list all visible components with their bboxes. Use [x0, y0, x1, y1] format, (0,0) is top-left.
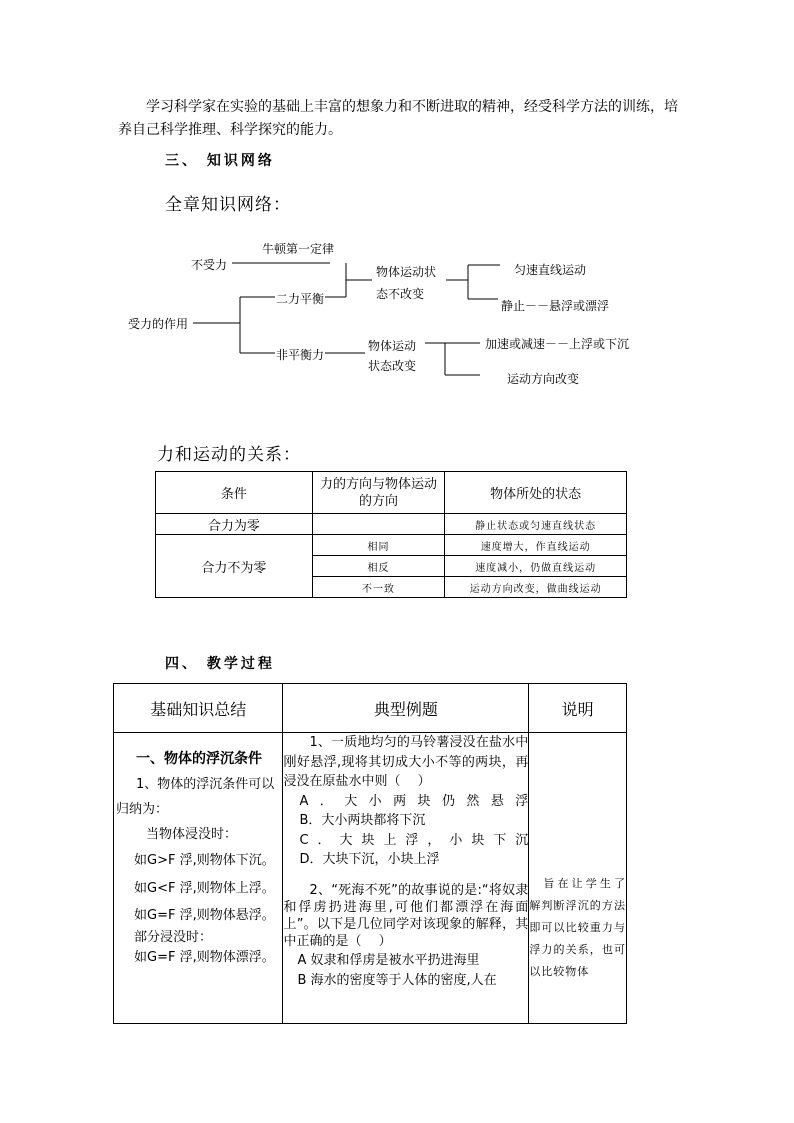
- section-4-title: 四、 教学过程: [165, 656, 275, 672]
- cell-state-opposite: 速度减小，仍做直线运动: [445, 556, 627, 577]
- table-row: [156, 514, 627, 535]
- table-header-row: [114, 684, 627, 733]
- node-state-changed-line2: 状态改变: [368, 359, 417, 373]
- cell-direction-opposite: 相反: [312, 556, 445, 577]
- header-basics: 基础知识总结: [114, 684, 283, 733]
- example-2-option-b: B 海水的密度等于人体的密度,人在: [297, 972, 497, 988]
- node-state-changed-line1: 物体运动: [368, 339, 417, 353]
- header-state: 物体所处的状态: [445, 472, 627, 514]
- node-accelerate-decelerate: 加速或减速－－上浮或下沉: [485, 337, 630, 351]
- cell-direction-same: 相同: [312, 535, 445, 556]
- example-1-option-c: C．大块上浮，小块下沉: [299, 832, 529, 848]
- node-direction-change: 运动方向改变: [507, 372, 580, 386]
- basics-condition-sink: 如G>F 浮,则物体下沉。: [134, 853, 275, 868]
- node-state-unchanged-line2: 态不改变: [376, 287, 425, 301]
- table-header-row: [156, 472, 627, 514]
- example-1-option-b: B．大小两块都将下沉: [299, 813, 426, 828]
- note-text: 旨在让学生了解判断浮沉的方法即可以比较重力与浮力的关系，也可以比较物体: [529, 877, 626, 978]
- basics-condition-float: 如G=F 浮,则物体漂浮。: [134, 950, 275, 965]
- cell-zero-direction: [312, 514, 445, 535]
- examples-cell: [283, 733, 529, 1024]
- example-2-option-a: A 奴隶和俘虏是被水平扔进海里: [297, 952, 480, 968]
- node-state-unchanged-line1: 物体运动状: [376, 265, 437, 279]
- node-no-force: 不受力: [191, 258, 228, 272]
- network-subtitle: 全章知识网络：: [165, 195, 291, 215]
- basics-immersed: 当物体浸没时：: [146, 827, 238, 842]
- header-notes: 说明: [529, 684, 627, 733]
- example-2-question: 2、“死海不死”的故事说的是:“将奴隶和俘虏扔进海里,可他们都漂浮在海面上”。以下是几位同学对该现象的解释，其中正确的是（ ）: [283, 882, 529, 949]
- example-1-option-d: D．大块下沉，小块上浮: [299, 852, 440, 867]
- cell-net-nonzero: 合力不为零: [156, 535, 313, 598]
- section-3-title: 三、 知识网络: [165, 153, 275, 169]
- relation-title: 力和运动的关系：: [157, 445, 301, 465]
- basics-partial: 部分浸没时：: [134, 930, 213, 945]
- basics-cell: [114, 733, 283, 1024]
- cell-state-same: 速度增大，作直线运动: [445, 535, 627, 556]
- header-condition: 条件: [156, 472, 313, 514]
- table-row: [156, 535, 627, 556]
- teaching-process-table: [113, 683, 627, 1024]
- node-rest-float: 静止－－悬浮或漂浮: [501, 299, 610, 313]
- example-1-option-a: A．大小两块仍然悬浮: [299, 793, 529, 809]
- basics-heading: 一、物体的浮沉条件: [136, 751, 262, 767]
- table-row: [114, 733, 627, 1024]
- cell-direction-different: 不一致: [312, 577, 445, 598]
- basics-condition-suspend: 如G=F 浮,则物体悬浮。: [134, 908, 275, 923]
- cell-zero-state: 静止状态或匀速直线状态: [445, 514, 627, 535]
- force-motion-table: [155, 471, 627, 598]
- node-force-applied: 受力的作用: [128, 317, 189, 331]
- node-balanced-forces: 二力平衡: [276, 292, 325, 306]
- cell-state-different: 运动方向改变，做曲线运动: [445, 577, 627, 598]
- note-cell: [529, 733, 627, 1024]
- node-unbalanced-forces: 非平衡力: [276, 348, 325, 362]
- header-direction: 力的方向与物体运动的方向: [312, 472, 445, 514]
- node-newton-first-law: 牛顿第一定律: [262, 242, 335, 256]
- header-examples: 典型例题: [283, 684, 529, 733]
- basics-condition-rise: 如G<F 浮,则物体上浮。: [134, 881, 275, 896]
- basics-line1: 1、物体的浮沉条件可以归纳为：: [116, 777, 275, 817]
- example-1-question: 1、一质地均匀的马铃薯浸没在盐水中刚好悬浮,现将其切成大小不等的两块，再浸没在原盐水中则（ ）: [283, 735, 529, 789]
- intro-paragraph: 学习科学家在实验的基础上丰富的想象力和不断进取的精神，经受科学方法的训练，培养自己科学推理、科学探究的能力。: [118, 99, 678, 138]
- cell-net-zero: 合力为零: [156, 514, 313, 535]
- node-uniform-motion: 匀速直线运动: [514, 263, 587, 277]
